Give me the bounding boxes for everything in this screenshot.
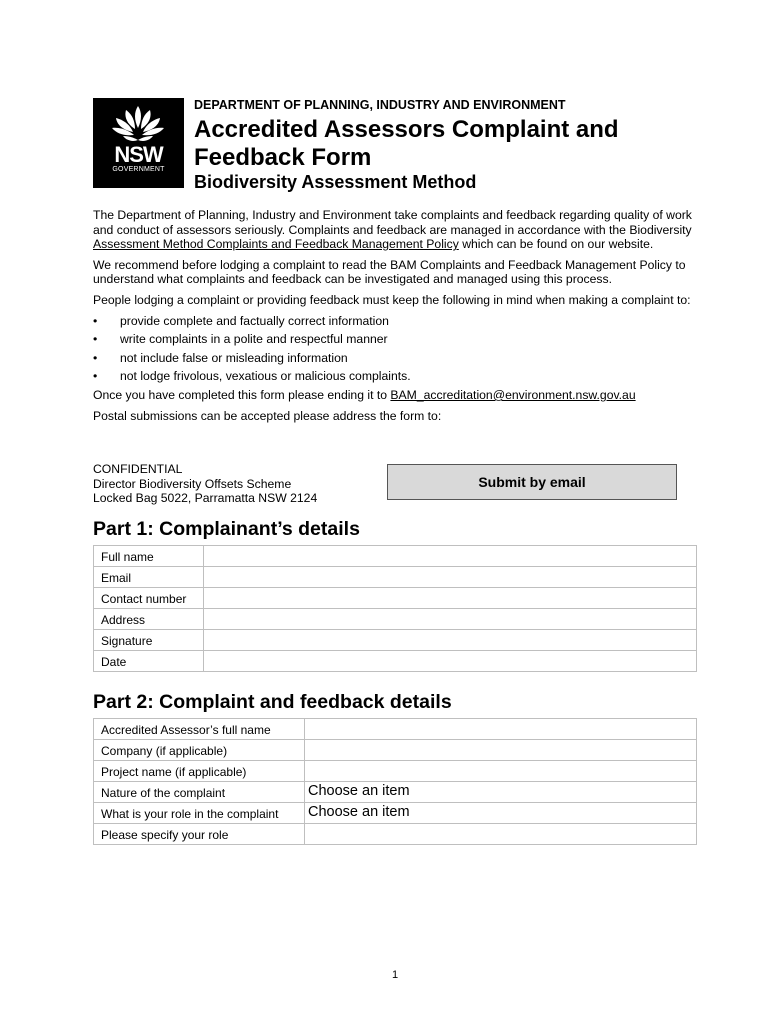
email-link[interactable]: BAM_accreditation@environment.nsw.gov.au [390, 387, 636, 402]
postal-intro: Postal submissions can be accepted please address the form to: [93, 408, 442, 423]
field-label-address: Address [94, 609, 204, 630]
intro-paragraph-1 [93, 208, 703, 252]
waratah-flower-icon [93, 98, 184, 148]
website-link[interactable]: website [608, 237, 650, 252]
field-label-email: Email [94, 567, 204, 588]
page-subtitle: Biodiversity Assessment Method [194, 172, 477, 192]
email-instruction-text: Once you have completed this form please ending it to [93, 387, 391, 402]
page-number: 1 [391, 969, 399, 981]
intro-section [93, 208, 703, 429]
table-row [94, 761, 697, 782]
table-row [94, 824, 697, 845]
field-label-assessor-name: Accredited Assessor’s full name [94, 719, 305, 740]
field-value [305, 761, 696, 762]
field-label-project-name: Project name (if applicable) [94, 761, 305, 782]
intro-text-end: . [649, 237, 654, 252]
dropdown-value: Choose an item [308, 804, 410, 820]
field-label-specify-role: Please specify your role [94, 824, 305, 845]
list-item: • not include false or misleading information [93, 351, 703, 366]
signature-input[interactable] [204, 630, 697, 651]
intro-paragraph-3: People lodging a complaint or providing feedback must keep the following in mind when making a complaint to: [93, 292, 691, 307]
table-row [94, 803, 697, 824]
logo-wordmark: NSW [114, 142, 163, 167]
table-row [94, 609, 697, 630]
title-line-1: Accredited Assessors Complaint and [194, 116, 619, 143]
page-title [194, 116, 714, 172]
contact-number-input[interactable] [204, 588, 697, 609]
field-label-company: Company (if applicable) [94, 740, 305, 761]
postal-line-2: Director Biodiversity Offsets Scheme [93, 476, 292, 491]
table-row [94, 651, 697, 672]
requirements-list [93, 314, 703, 384]
list-item: • provide complete and factually correct information [93, 314, 703, 329]
date-input[interactable] [204, 651, 697, 672]
field-label-date: Date [94, 651, 204, 672]
department-name: DEPARTMENT OF PLANNING, INDUSTRY AND ENVIRONMENT [194, 98, 566, 112]
table-row [94, 588, 697, 609]
postal-line-3: Locked Bag 5022, Parramatta NSW 2124 [93, 491, 318, 506]
table-row [94, 719, 697, 740]
email-input[interactable] [204, 567, 697, 588]
field-value [305, 740, 696, 741]
table-row [94, 630, 697, 651]
list-item: • write complaints in a polite and respectful manner [93, 332, 703, 347]
policy-link[interactable]: Assessment Method Complaints and Feedback Management Policy [93, 237, 459, 252]
email-instruction [93, 388, 703, 403]
field-label-role: What is your role in the complaint [94, 803, 305, 824]
nature-of-complaint-dropdown[interactable] [305, 782, 697, 803]
submit-by-email-button[interactable]: Submit by email [387, 464, 677, 500]
field-value [305, 719, 696, 720]
complainant-details-table [93, 545, 697, 672]
logo-subtext: GOVERNMENT [112, 166, 165, 173]
title-line-2: Feedback Form [194, 144, 372, 171]
field-value [305, 824, 696, 825]
role-dropdown[interactable] [305, 803, 697, 824]
company-input[interactable] [305, 740, 697, 761]
field-label-signature: Signature [94, 630, 204, 651]
project-name-input[interactable] [305, 761, 697, 782]
table-row [94, 740, 697, 761]
specify-role-input[interactable] [305, 824, 697, 845]
intro-text-tail: which can be found on our [458, 237, 609, 252]
intro-text: The Department of Planning, Industry and Environment take complaints and feedback regarding quality of work and conduct of assessors seriously. Complaints and feedback are managed in accordance with the Biodiversity [93, 208, 692, 237]
address-input[interactable] [204, 609, 697, 630]
complaint-details-table [93, 718, 697, 845]
part2-heading: Part 2: Complaint and feedback details [93, 691, 452, 713]
assessor-name-input[interactable] [305, 719, 697, 740]
part1-heading: Part 1: Complainant’s details [93, 518, 360, 540]
table-row [94, 546, 697, 567]
full-name-input[interactable] [204, 546, 697, 567]
postal-line-1: CONFIDENTIAL [93, 462, 183, 476]
intro-paragraph-2: We recommend before lodging a complaint to read the BAM Complaints and Feedback Management Policy to understand what complaints and feedback can be investigated and managed using this process. [93, 257, 686, 287]
list-item: • not lodge frivolous, vexatious or malicious complaints. [93, 369, 703, 384]
field-label-nature-of-complaint: Nature of the complaint [94, 782, 305, 803]
table-row [94, 782, 697, 803]
dropdown-value: Choose an item [308, 783, 410, 799]
nsw-government-logo [93, 98, 184, 188]
table-row [94, 567, 697, 588]
field-label-contact-number: Contact number [94, 588, 204, 609]
field-label-full-name: Full name [94, 546, 204, 567]
postal-address [93, 462, 317, 506]
